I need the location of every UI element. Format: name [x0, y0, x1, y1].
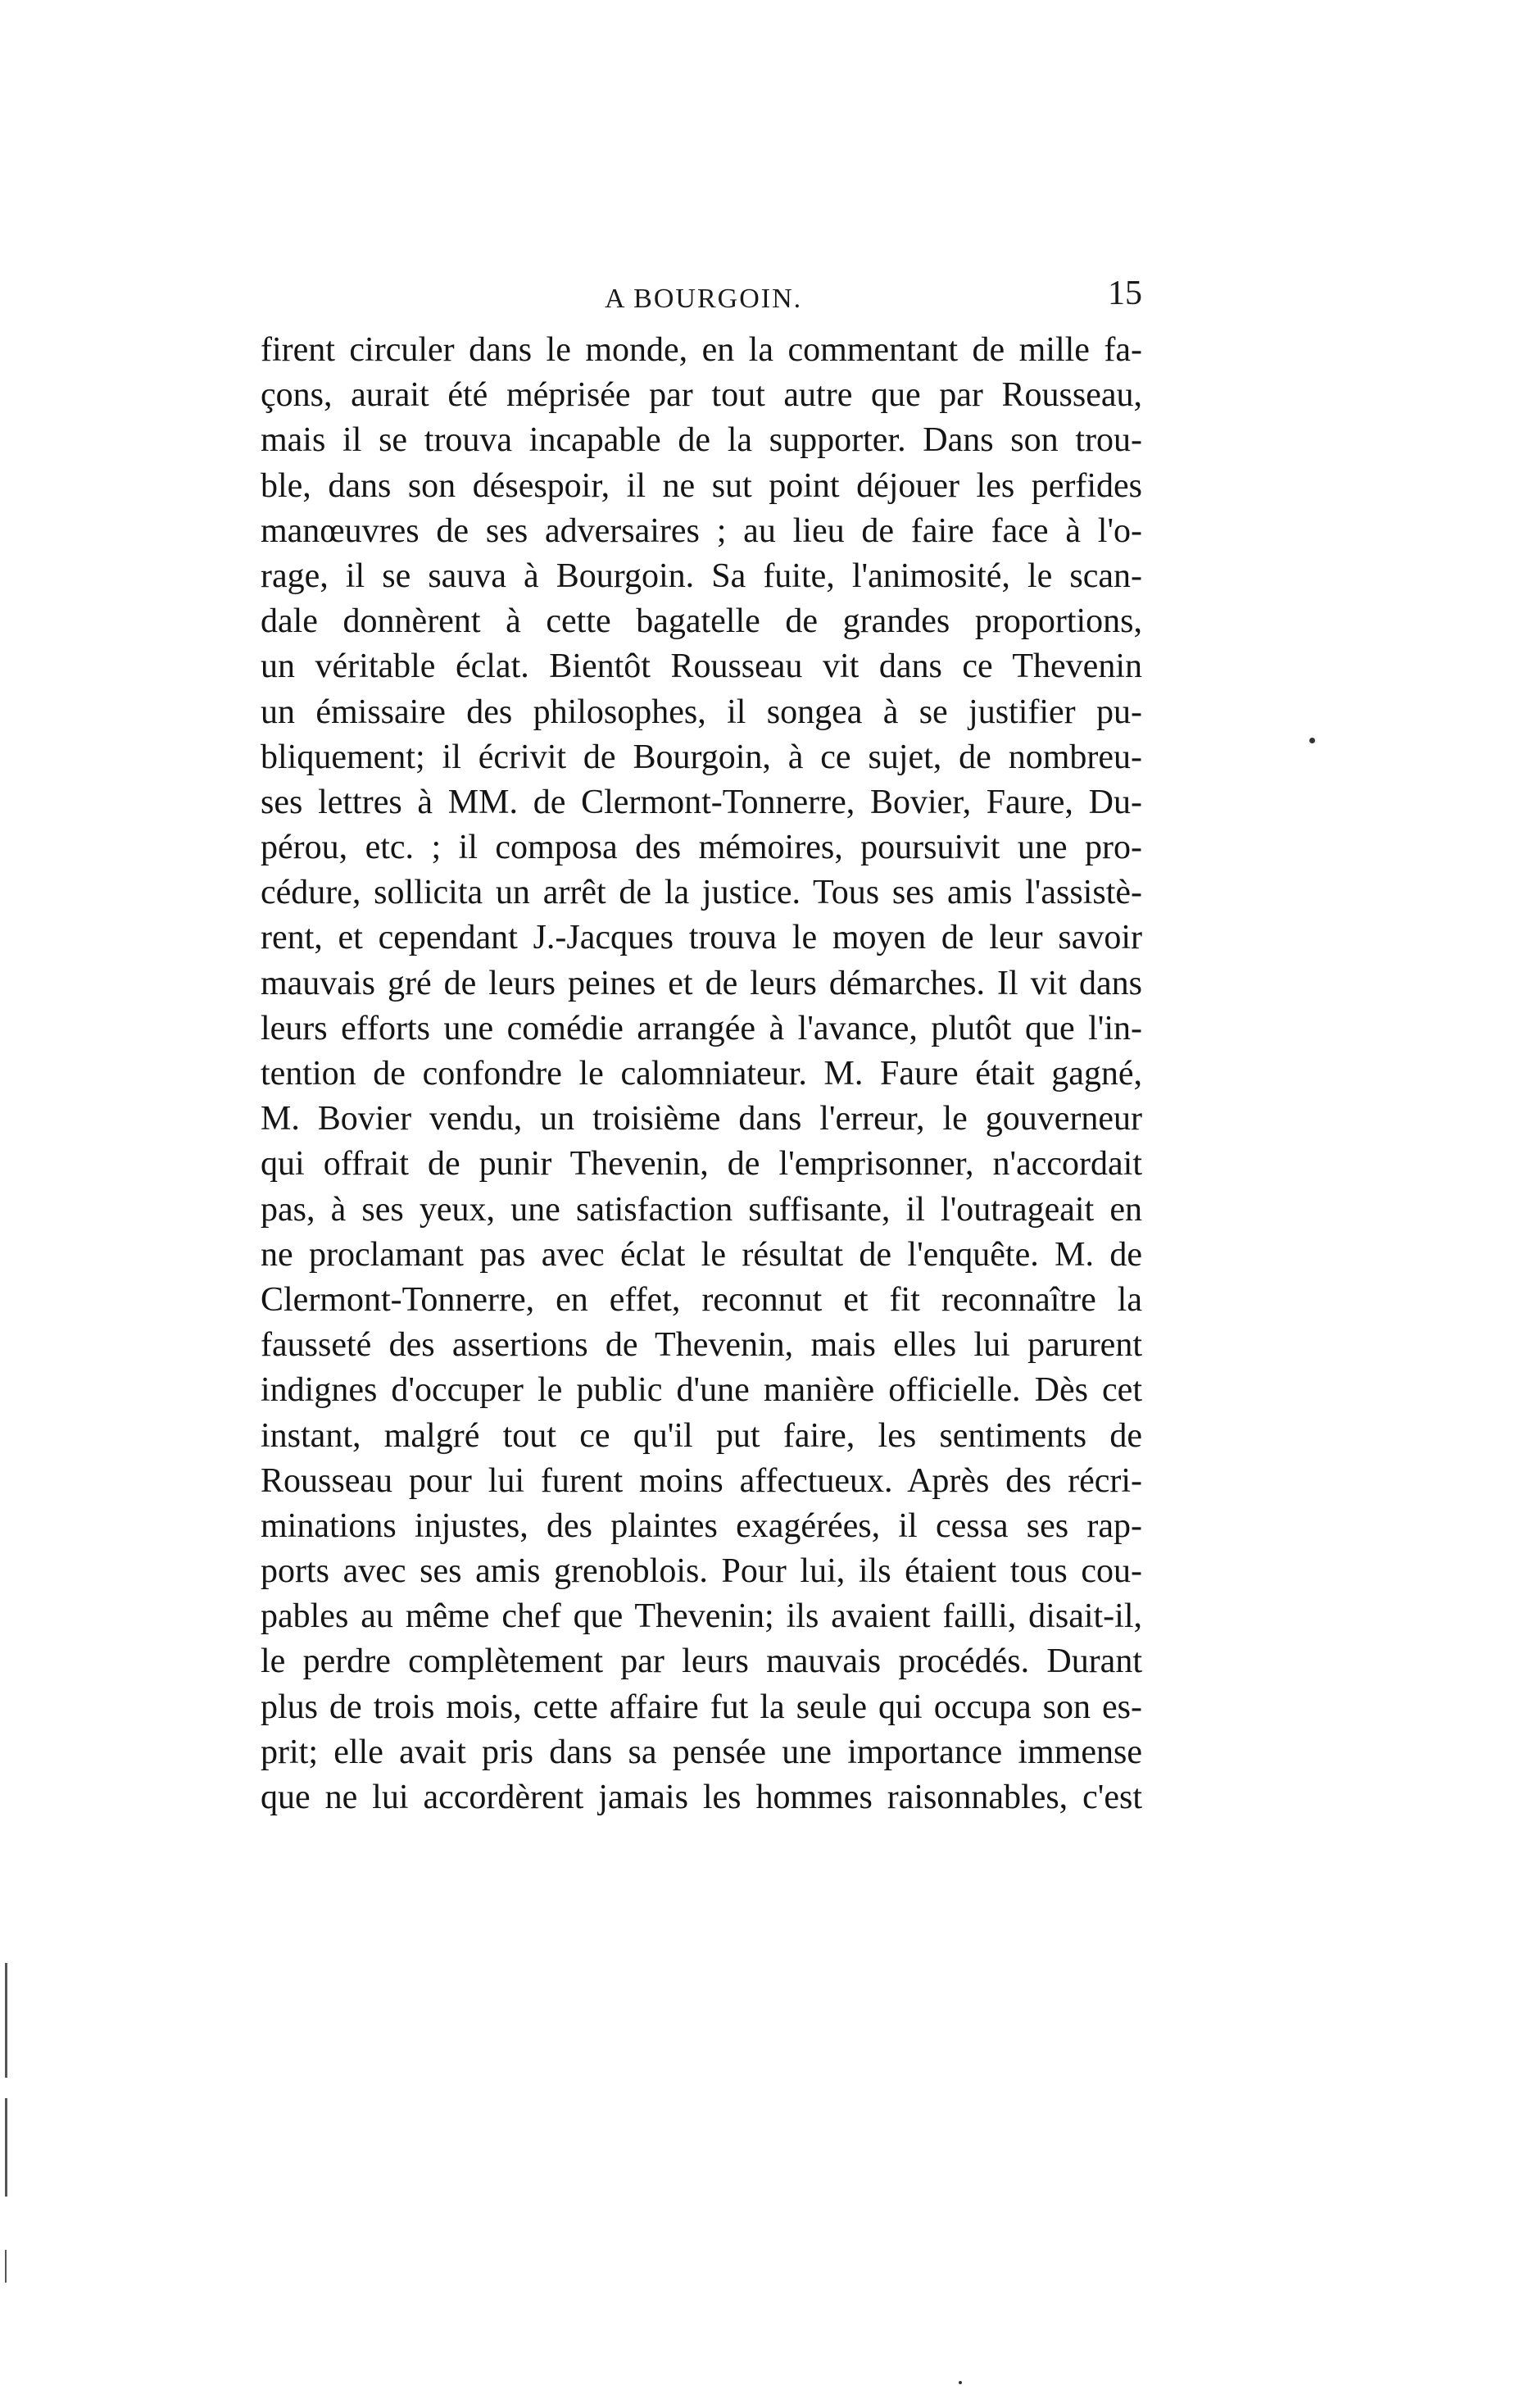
text-line: dale donnèrent à cette bagatelle de grandes proportions,: [261, 602, 1142, 641]
text-line: minations injustes, des plaintes exagérées, il cessa ses rap-: [261, 1506, 1142, 1545]
text-line: bliquement; il écrivit de Bourgoin, à ce sujet, de nombreu-: [261, 738, 1142, 776]
text-line: ble, dans son désespoir, il ne sut point déjouer les perfides: [261, 466, 1142, 505]
text-line: ports avec ses amis grenoblois. Pour lui, ils étaient tous cou-: [261, 1552, 1142, 1591]
text-line: mauvais gré de leurs peines et de leurs démarches. Il vit dans: [261, 964, 1142, 1002]
text-line: pables au même chef que Thevenin; ils avaient failli, disait-il,: [261, 1597, 1142, 1636]
text-line: mais il se trouva incapable de la supporter. Dans son trou-: [261, 421, 1142, 460]
ink-speck: [959, 2381, 962, 2384]
text-line: leurs efforts une comédie arrangée à l'avance, plutôt que l'in-: [261, 1009, 1142, 1047]
text-line: Rousseau pour lui furent moins affectueux. Après des récri-: [261, 1461, 1142, 1500]
text-line: cédure, sollicita un arrêt de la justice. Tous ses amis l'assistè-: [261, 874, 1142, 912]
text-line: manœuvres de ses adversaires ; au lieu de faire face à l'o-: [261, 511, 1142, 550]
text-line: pas, à ses yeux, une satisfaction suffisante, il l'outrageait en: [261, 1190, 1142, 1229]
text-line: plus de trois mois, cette affaire fut la seule qui occupa son es-: [261, 1688, 1142, 1726]
text-line: rage, il se sauva à Bourgoin. Sa fuite, l'animosité, le scan-: [261, 557, 1142, 595]
page-number: 15: [1108, 275, 1142, 312]
margin-scan-mark: [5, 2098, 7, 2197]
text-line: M. Bovier vendu, un troisième dans l'erreur, le gouverneur: [261, 1100, 1142, 1138]
text-line: firent circuler dans le monde, en la commentant de mille fa-: [261, 331, 1142, 369]
margin-scan-mark: [5, 1963, 7, 2078]
text-line: ne proclamant pas avec éclat le résultat de l'enquête. M. de: [261, 1235, 1142, 1274]
text-line: qui offrait de punir Thevenin, de l'emprisonner, n'accordait: [261, 1145, 1142, 1184]
text-line: un véritable éclat. Bientôt Rousseau vit dans ce Thevenin: [261, 647, 1142, 686]
margin-scan-mark: [5, 2250, 7, 2283]
running-title: A BOURGOIN.: [605, 284, 803, 314]
text-line: prit; elle avait pris dans sa pensée une importance immense: [261, 1733, 1142, 1771]
body-text: [261, 328, 1142, 1820]
text-line: çons, aurait été méprisée par tout autre que par Rousseau,: [261, 376, 1142, 415]
text-line: rent, et cependant J.-Jacques trouva le moyen de leur savoir: [261, 919, 1142, 957]
text-line: pérou, etc. ; il composa des mémoires, poursuivit une pro-: [261, 829, 1142, 867]
text-line: que ne lui accordèrent jamais les hommes raisonnables, c'est: [261, 1779, 1142, 1816]
running-head: [261, 270, 1142, 328]
text-line: instant, malgré tout ce qu'il put faire, les sentiments de: [261, 1416, 1142, 1455]
text-line: un émissaire des philosophes, il songea à se justifier pu-: [261, 693, 1142, 731]
text-line: ses lettres à MM. de Clermont-Tonnerre, Bovier, Faure, Du-: [261, 783, 1142, 821]
ink-speck: [1309, 738, 1315, 743]
text-line: tention de confondre le calomniateur. M. Faure était gagné,: [261, 1055, 1142, 1093]
text-line: indignes d'occuper le public d'une manière officielle. Dès cet: [261, 1371, 1142, 1410]
text-line: Clermont-Tonnerre, en effet, reconnut et fit reconnaître la: [261, 1280, 1142, 1319]
text-line: fausseté des assertions de Thevenin, mais elles lui parurent: [261, 1326, 1142, 1365]
text-line: le perdre complètement par leurs mauvais procédés. Durant: [261, 1642, 1142, 1681]
